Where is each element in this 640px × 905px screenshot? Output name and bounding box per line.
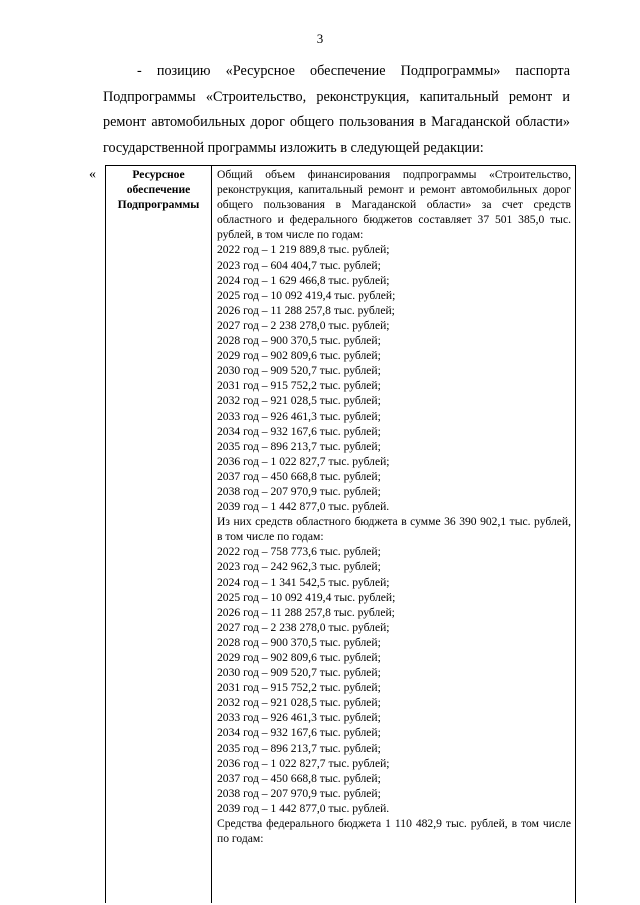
year-line: 2032 год – 921 028,5 тыс. рублей; xyxy=(217,394,381,408)
year-line: 2030 год – 909 520,7 тыс. рублей; xyxy=(217,666,381,680)
year-line: 2029 год – 902 809,6 тыс. рублей; xyxy=(217,651,381,664)
regional-years-list xyxy=(217,544,571,816)
year-line: 2035 год – 896 213,7 тыс. рублей; xyxy=(217,439,381,453)
year-line: 2024 год – 1 629 466,8 тыс. рублей; xyxy=(217,273,390,287)
regional-funding-text: Из них средств областного бюджета в сумме 36 390 902,1 тыс. рублей, в том числе по годам: xyxy=(217,515,571,544)
year-line: 2028 год – 900 370,5 тыс. рублей; xyxy=(217,635,381,649)
year-line: 2033 год – 926 461,3 тыс. рублей; xyxy=(217,711,381,725)
year-line: 2031 год – 915 752,2 тыс. рублей; xyxy=(217,681,381,695)
total-years-list xyxy=(217,242,571,514)
federal-funding-text: Средства федерального бюджета 1 110 482,9 тыс. рублей, в том числе по годам: xyxy=(217,817,571,846)
year-line: 2023 год – 604 404,7 тыс. рублей; xyxy=(217,258,381,272)
table-content-cell xyxy=(212,166,575,903)
year-line: 2038 год – 207 970,9 тыс. рублей; xyxy=(217,786,381,800)
year-line: 2032 год – 921 028,5 тыс. рублей; xyxy=(217,696,381,710)
year-line: 2037 год – 450 668,8 тыс. рублей; xyxy=(217,771,381,785)
year-line: 2026 год – 11 288 257,8 тыс. рублей; xyxy=(217,605,395,619)
year-line: 2037 год – 450 668,8 тыс. рублей; xyxy=(217,469,381,483)
year-line: 2024 год – 1 341 542,5 тыс. рублей; xyxy=(217,575,390,589)
year-line: 2036 год – 1 022 827,7 тыс. рублей; xyxy=(217,756,390,770)
year-line: 2022 год – 758 773,6 тыс. рублей; xyxy=(217,545,381,559)
year-line: 2034 год – 932 167,6 тыс. рублей; xyxy=(217,726,381,740)
year-line: 2026 год – 11 288 257,8 тыс. рублей; xyxy=(217,303,395,317)
year-line: 2028 год – 900 370,5 тыс. рублей; xyxy=(217,334,381,348)
year-line: 2036 год – 1 022 827,7 тыс. рублей; xyxy=(217,454,390,468)
year-line: 2025 год – 10 092 419,4 тыс. рублей; xyxy=(217,590,396,604)
year-line: 2022 год – 1 219 889,8 тыс. рублей; xyxy=(217,243,390,257)
total-funding-text: Общий объем финансирования подпрограммы «Строительство, реконструкция, капитальный ремонт и ремонт автомобильных дорог общего пользования в Магаданской области» за счет средств областного и федерального бюджетов составляет 37 501 385,0 тыс. рублей, в том числе по годам: xyxy=(217,168,571,242)
year-line: 2039 год – 1 442 877,0 тыс. рублей. xyxy=(217,801,390,815)
year-line: 2031 год – 915 752,2 тыс. рублей; xyxy=(217,379,381,393)
year-line: 2038 год – 207 970,9 тыс. рублей; xyxy=(217,484,381,498)
page-number: 3 xyxy=(316,31,324,46)
resource-table xyxy=(105,165,576,903)
year-line: 2033 год – 926 461,3 тыс. рублей; xyxy=(217,409,381,423)
year-line: 2035 год – 896 213,7 тыс. рублей; xyxy=(217,741,381,755)
year-line: 2027 год – 2 238 278,0 тыс. рублей; xyxy=(217,318,390,332)
year-line: 2027 год – 2 238 278,0 тыс. рублей; xyxy=(217,620,390,634)
year-line: 2025 год – 10 092 419,4 тыс. рублей; xyxy=(217,288,396,302)
opening-quote: « xyxy=(89,167,96,182)
year-line: 2023 год – 242 962,3 тыс. рублей; xyxy=(217,560,381,574)
intro-paragraph: - позицию «Ресурсное обеспечение Подпрограммы» паспорта Подпрограммы «Строительство, реконструкция, капитальный ремонт и ремонт автомобильных дорог общего пользования в Магаданской области» государственной программы изложить в следующей редакции: xyxy=(103,63,570,156)
year-line: 2039 год – 1 442 877,0 тыс. рублей. xyxy=(217,500,390,514)
year-line: 2030 год – 909 520,7 тыс. рублей; xyxy=(217,364,381,378)
year-line: 2029 год – 902 809,6 тыс. рублей; xyxy=(217,349,381,363)
table-label-cell: Ресурсное обеспечение Подпрограммы xyxy=(106,166,212,903)
year-line: 2034 год – 932 167,6 тыс. рублей; xyxy=(217,424,381,438)
